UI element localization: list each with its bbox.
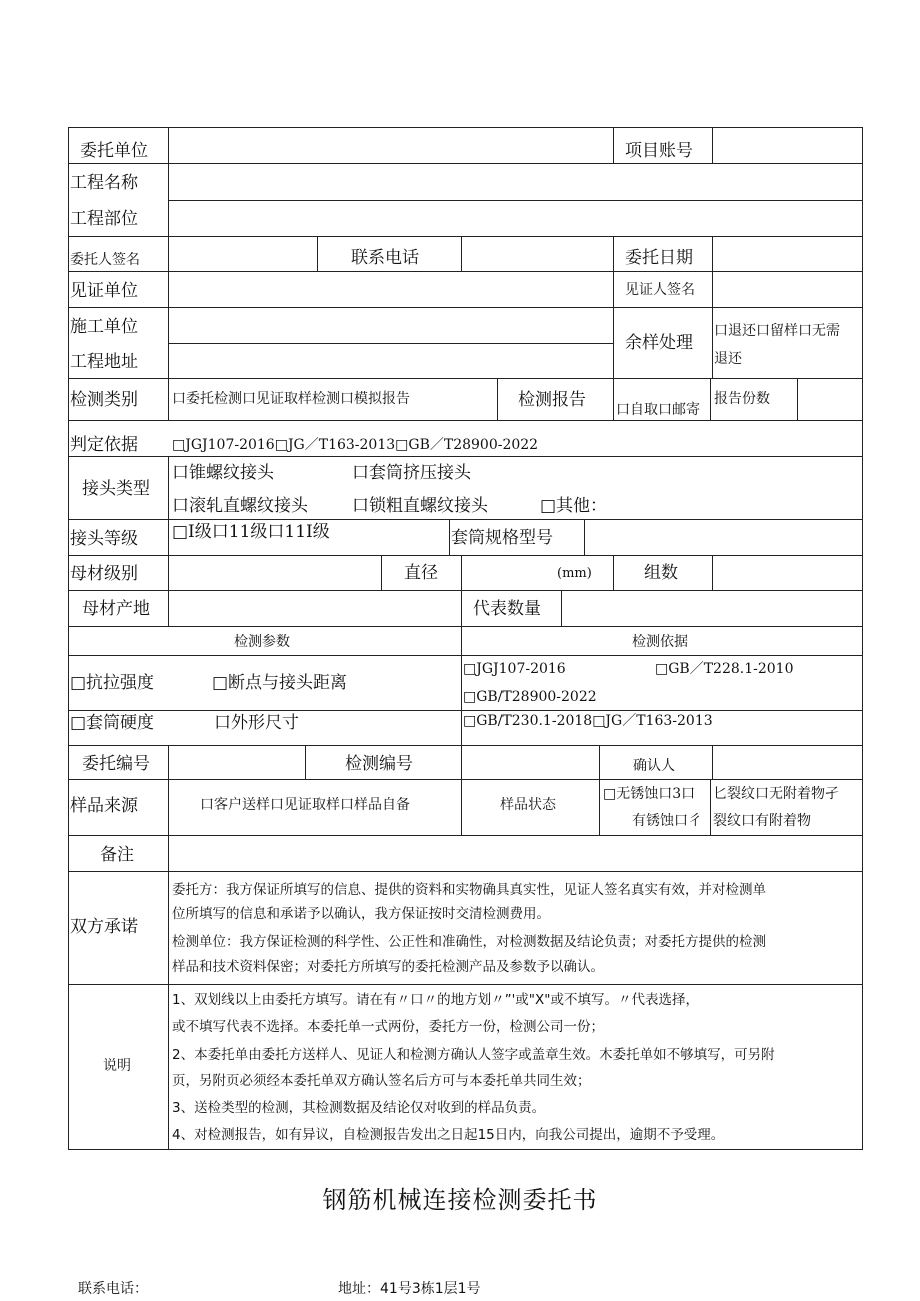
label-instructions: 说明 — [103, 1058, 131, 1074]
client-signature-field[interactable] — [170, 238, 316, 270]
param-sleeve-hardness[interactable]: □套筒硬度 — [70, 713, 155, 733]
label-base-grade: 母材级别 — [70, 564, 138, 584]
commitment-line: 位所填写的信息和承诺予以确认，我方保证按时交清检测费用。 — [172, 906, 550, 922]
contact-phone-field[interactable] — [463, 238, 612, 270]
joint-grade-options[interactable]: □I级口11级口11I级 — [172, 522, 330, 542]
remaining-sample-options-cont: 退还 — [714, 351, 742, 367]
label-group-count: 组数 — [644, 563, 678, 583]
footer-phone: 联系电话： — [78, 1281, 148, 1297]
label-diameter-unit: (mm) — [557, 566, 592, 581]
header-test-params: 检测参数 — [234, 634, 290, 650]
label-project-name: 工程名称 — [70, 173, 138, 193]
footer-address: 地址：41号3栋1层1号 — [338, 1281, 481, 1297]
label-commission-no: 委托编号 — [82, 754, 150, 774]
label-joint-type: 接头类型 — [82, 479, 150, 499]
label-remarks: 备注 — [100, 845, 134, 865]
client-unit-field[interactable] — [170, 129, 611, 162]
basis-gbt228[interactable]: □GB／T228.1-2010 — [655, 661, 794, 677]
label-project-address: 工程地址 — [70, 352, 138, 372]
joint-type-other[interactable]: □其他： — [540, 496, 608, 516]
label-project-account: 项目账号 — [625, 141, 693, 161]
header-test-basis: 检测依据 — [632, 634, 688, 650]
param-shape-size[interactable]: 口外形尺寸 — [214, 713, 299, 733]
instruction-line: 1、双划线以上由委托方填写。请在有〃口〃的地方划〃”'或"X"或不填写。〃代表选择， — [172, 992, 699, 1008]
project-address-field[interactable] — [170, 345, 611, 377]
sample-status-no-rust[interactable]: □无锈蚀口3口 — [603, 786, 696, 802]
remarks-field[interactable] — [170, 837, 860, 870]
joint-type-sleeve-press[interactable]: 口套筒挤压接头 — [352, 463, 471, 483]
report-pickup-options[interactable]: 口自取口邮寄 — [616, 402, 700, 418]
sample-status-attachment[interactable]: 裂纹口有附着物 — [713, 813, 811, 829]
basis-row-2[interactable]: □GB/T230.1-2018□JG／T163-2013 — [463, 713, 713, 729]
label-client-unit: 委托单位 — [80, 141, 148, 161]
label-remaining-sample: 余样处理 — [625, 333, 693, 353]
project-name-field[interactable] — [170, 165, 860, 199]
construction-unit-field[interactable] — [170, 309, 611, 342]
sample-status-rust[interactable]: 有锈蚀口彳 — [632, 813, 702, 829]
confirmer-field[interactable] — [714, 747, 860, 778]
instruction-line: 3、送检类型的检测，其检测数据及结论仅对收到的样品负责。 — [172, 1100, 546, 1116]
document-title: 钢筋机械连接检测委托书 — [322, 1186, 598, 1214]
label-contact-phone: 联系电话 — [351, 248, 419, 268]
label-sample-source: 样品来源 — [70, 796, 138, 816]
label-project-part: 工程部位 — [70, 209, 138, 229]
joint-type-taper-thread[interactable]: 口锥螺纹接头 — [172, 463, 274, 483]
commission-no-field[interactable] — [170, 747, 304, 778]
instruction-line: 2、本委托单由委托方送样人、见证人和检测方确认人签字或盖章生效。木委托单如不够填写，可另附 — [172, 1047, 775, 1063]
instruction-line: 或不填写代表不选择。本委托单一式两份，委托方一份，检测公司一份； — [172, 1019, 604, 1035]
label-joint-grade: 接头等级 — [70, 529, 138, 549]
diameter-field[interactable] — [463, 557, 555, 589]
label-construction-unit: 施工单位 — [70, 317, 138, 337]
label-report-copies: 报告份数 — [714, 391, 770, 407]
label-diameter: 直径 — [404, 563, 438, 583]
label-test-no: 检测编号 — [345, 754, 413, 774]
label-confirmer: 确认人 — [633, 758, 675, 774]
test-no-field[interactable] — [463, 747, 598, 778]
remaining-sample-options[interactable]: 口退还口留样口无需 — [714, 323, 840, 339]
witness-signature-field[interactable] — [714, 273, 860, 306]
label-sample-status: 样品状态 — [500, 797, 556, 813]
label-witness-signature: 见证人签名 — [625, 282, 695, 298]
sample-status-crack[interactable]: 匕裂纹口无附着物孑 — [713, 786, 839, 802]
base-origin-field[interactable] — [170, 592, 460, 625]
label-base-origin: 母材产地 — [82, 599, 150, 619]
commission-date-field[interactable] — [714, 238, 860, 270]
label-commission-date: 委托日期 — [625, 248, 693, 268]
label-client-signature: 委托人签名 — [70, 252, 140, 268]
joint-type-upset-straight[interactable]: 口锁粗直螺纹接头 — [352, 496, 488, 516]
param-tensile-strength[interactable]: □抗拉强度 — [70, 673, 155, 693]
witness-unit-field[interactable] — [170, 273, 611, 306]
project-account-field[interactable] — [714, 129, 860, 162]
label-representative-qty: 代表数量 — [473, 599, 541, 619]
label-sleeve-spec: 套筒规格型号 — [451, 528, 553, 548]
commitment-line: 委托方：我方保证所填写的信息、提供的资料和实物确具真实性，见证人签名真实有效，并对检测单 — [172, 882, 766, 898]
sleeve-spec-field[interactable] — [586, 521, 860, 554]
label-witness-unit: 见证单位 — [70, 281, 138, 301]
basis-gbt28900[interactable]: □GB/T28900-2022 — [463, 689, 597, 705]
report-copies-field[interactable] — [799, 380, 861, 419]
commitment-line: 样品和技术资料保密；对委托方所填写的委托检测产品及参数予以确认。 — [172, 959, 604, 975]
param-break-distance[interactable]: □断点与接头距离 — [212, 673, 348, 693]
commitment-line: 检测单位：我方保证检测的科学性、公正性和准确性，对检测数据及结论负责；对委托方提供的检测 — [172, 934, 766, 950]
group-count-field[interactable] — [714, 557, 860, 589]
label-mutual-commitment: 双方承诺 — [70, 917, 138, 937]
joint-type-rolled-straight[interactable]: 口滚轧直螺纹接头 — [172, 496, 308, 516]
base-grade-field[interactable] — [170, 557, 380, 589]
basis-jgj107[interactable]: □JGJ107-2016 — [463, 661, 566, 677]
representative-qty-field[interactable] — [563, 592, 860, 625]
test-category-options[interactable]: 口委托检测口见证取样检测口模拟报告 — [172, 391, 410, 407]
label-test-category: 检测类别 — [70, 390, 138, 410]
instruction-line: 页，另附页必须经本委托单双方确认签名后方可与本委托单共同生效； — [172, 1073, 591, 1089]
label-judgment-basis: 判定依据 — [70, 435, 138, 455]
label-test-report: 检测报告 — [518, 390, 586, 410]
instruction-line: 4、对检测报告，如有异议，自检测报告发出之日起15日内，向我公司提出，逾期不予受理。 — [172, 1127, 725, 1143]
project-part-field[interactable] — [170, 202, 860, 235]
judgment-basis-options[interactable]: □JGJ107-2016□JG／T163-2013□GB／T28900-2022 — [172, 437, 539, 453]
sample-source-options[interactable]: 口客户送样口见证取样口样品自备 — [200, 797, 410, 813]
